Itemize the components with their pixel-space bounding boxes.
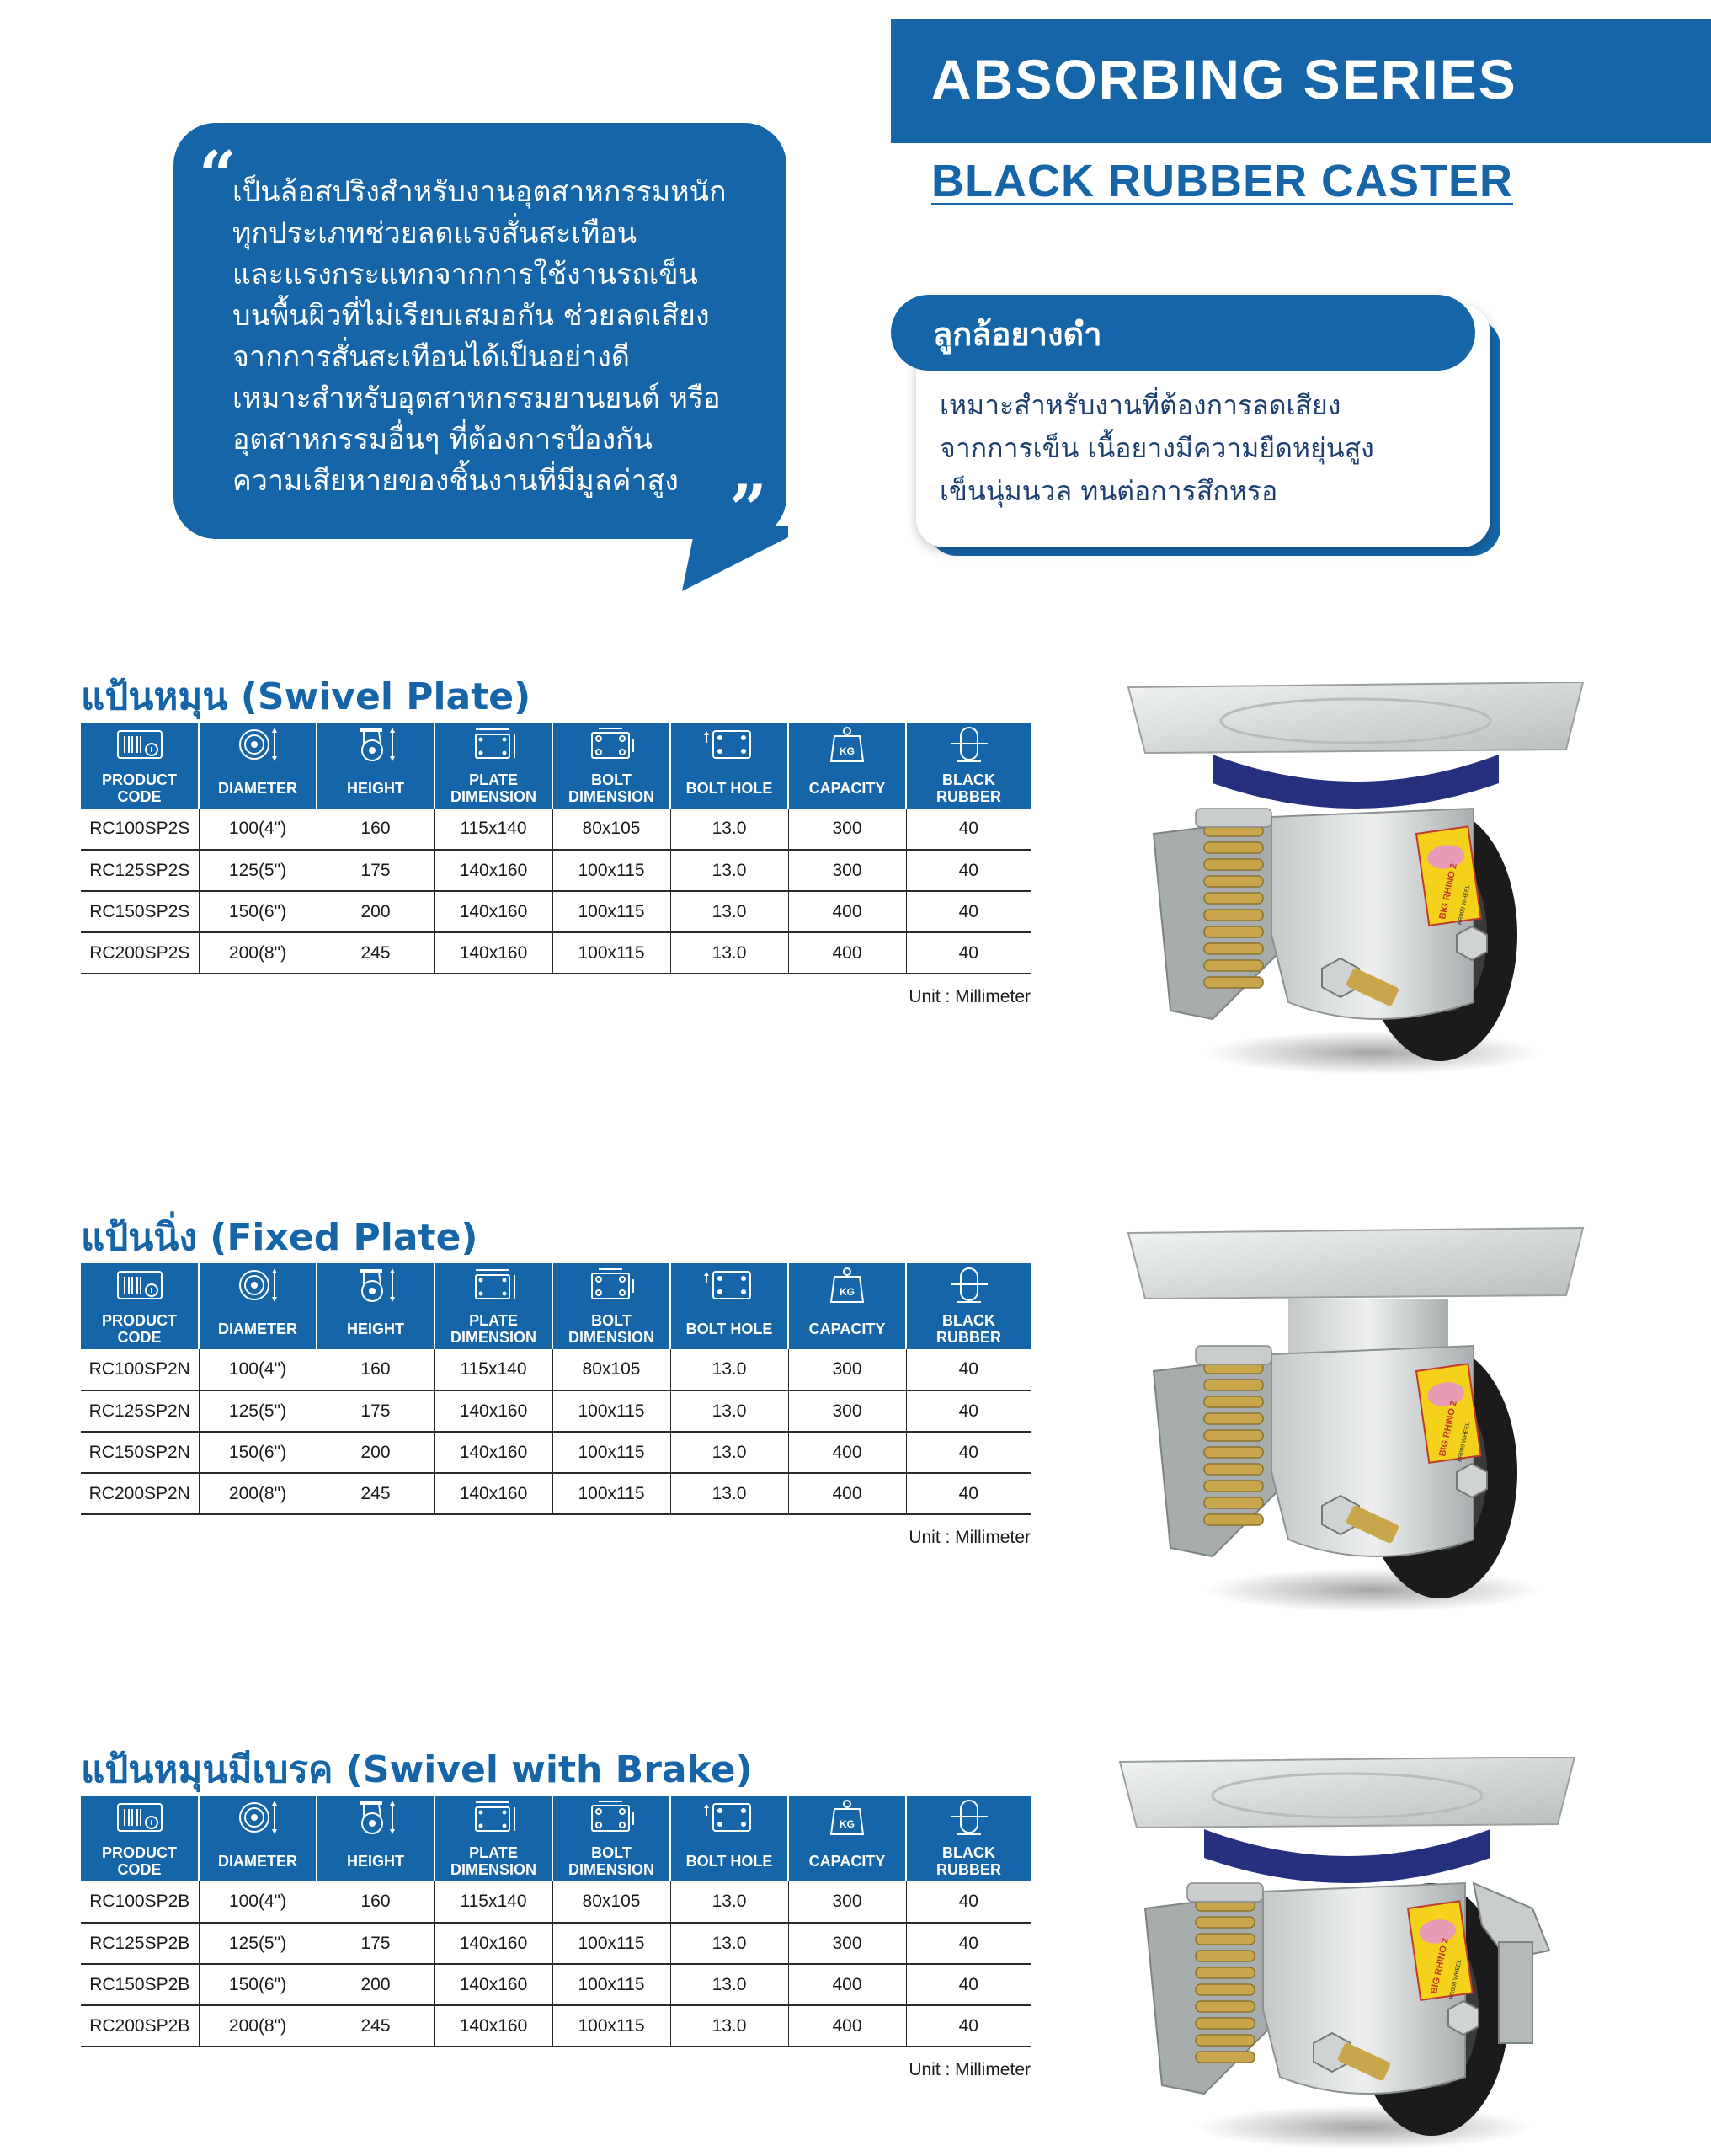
caster-height-icon [352, 726, 399, 766]
info-card-line: เหมาะสำหรับงานที่ต้องการลดเสียง [940, 389, 1341, 421]
bolt-dimension-icon-cell [552, 1796, 670, 1843]
table-cell: 245 [317, 1473, 434, 1514]
table-row [81, 1349, 1031, 1390]
bolt-dimension-icon-cell [552, 1263, 670, 1310]
barcode-icon [116, 728, 163, 765]
spring-nut [1187, 1883, 1263, 1902]
table-cell: 140x160 [434, 850, 552, 891]
column-header: PLATE DIMENSION [434, 1843, 552, 1881]
column-header: HEIGHT [317, 770, 434, 808]
table-cell: 140x160 [434, 932, 552, 974]
table-cell: 200 [317, 891, 434, 932]
table-cell: 175 [317, 1923, 434, 1964]
table-cell: 13.0 [670, 1349, 788, 1390]
column-header: BOLT HOLE [670, 1310, 788, 1349]
svg-text:BIG RHINO 2: BIG RHINO 2 [1437, 1400, 1459, 1458]
black-rubber-wheel-icon-cell [906, 1796, 1031, 1843]
bolt-hole-icon-cell [670, 723, 788, 770]
section-title-swivel-brake: แป้นหมุนมีเบรค (Swivel with Brake) [81, 1748, 753, 1791]
plate-dimension-icon [467, 1267, 520, 1307]
column-header: BOLT DIMENSION [552, 1310, 670, 1349]
table-cell: 40 [906, 1390, 1031, 1432]
table-cell: 100x115 [552, 1923, 670, 1964]
caster-shadow [1204, 1568, 1541, 1612]
column-header: DIAMETER [199, 770, 317, 808]
table-cell: 100x115 [552, 1473, 670, 1514]
info-card-line: เข็นนุ่มนวล ทนต่อการสึกหรอ [940, 475, 1278, 507]
table-row [81, 808, 1031, 850]
weight-kg-icon [828, 726, 866, 766]
table-cell: 200(8") [199, 932, 317, 974]
barcode-icon [116, 1801, 163, 1838]
table-cell: 13.0 [670, 1923, 788, 1964]
table-cell: 200(8") [199, 2005, 317, 2047]
table-cell: 140x160 [434, 891, 552, 932]
table-cell: 140x160 [434, 1432, 552, 1473]
black-rubber-wheel-icon-cell [906, 723, 1031, 770]
column-header: BLACK RUBBER [906, 1843, 1031, 1881]
wheel-diameter-icon [234, 1799, 281, 1839]
column-header: CAPACITY [788, 1310, 906, 1349]
table-cell: 40 [906, 1964, 1031, 2005]
table-cell: 80x105 [552, 1349, 670, 1390]
svg-text:KG: KG [840, 745, 855, 757]
table-cell: RC100SP2N [81, 1349, 199, 1390]
svg-text:KG: KG [840, 1818, 855, 1830]
unit-note: Unit : Millimeter [909, 2060, 1031, 2079]
table-cell: 160 [317, 1349, 434, 1390]
bolt-hole-icon [703, 1267, 755, 1307]
caster-swivel-image [1120, 682, 1591, 1078]
series-title: ABSORBING SERIES [931, 48, 1517, 110]
quote-line: จากการสั่นสะเทือนได้เป็นอย่างดี [232, 340, 630, 374]
weight-kg-icon-cell [788, 723, 906, 770]
table-cell: 13.0 [670, 891, 788, 932]
table-cell: 115x140 [434, 808, 552, 850]
bolt-hole-icon-cell [670, 1263, 788, 1310]
table-cell: 125(5") [199, 1923, 317, 1964]
table-cell: RC200SP2S [81, 932, 199, 974]
table-row [81, 2005, 1031, 2047]
plate-dimension-icon [467, 1799, 520, 1839]
table-cell: 40 [906, 891, 1031, 932]
table-row [81, 1473, 1031, 1514]
table-cell: 400 [788, 891, 906, 932]
table-cell: 13.0 [670, 2005, 788, 2047]
barcode-icon-cell [81, 723, 199, 770]
plate-dimension-icon-cell [434, 1263, 552, 1310]
column-header: CAPACITY [788, 1843, 906, 1881]
quote-line: เป็นล้อสปริงสำหรับงานอุตสาหกรรมหนัก [232, 175, 727, 209]
table-cell: 200 [317, 1964, 434, 2005]
table-cell: 400 [788, 1964, 906, 2005]
caster-height-icon-cell [317, 723, 434, 770]
table-cell: 140x160 [434, 1964, 552, 2005]
table-cell: 175 [317, 850, 434, 891]
table-cell: 100(4") [199, 1349, 317, 1390]
table-cell: 300 [788, 1390, 906, 1432]
table-cell: 200(8") [199, 1473, 317, 1514]
black-rubber-wheel-icon-cell [906, 1263, 1031, 1310]
spring-nut [1196, 1346, 1271, 1364]
table-cell: 13.0 [670, 1390, 788, 1432]
table-row [81, 1390, 1031, 1432]
column-header: PRODUCT CODE [81, 770, 199, 808]
table-cell: 300 [788, 850, 906, 891]
table-row [81, 932, 1031, 974]
quote-line: อุตสาหกรรมอื่นๆ ที่ต้องการป้องกัน [232, 423, 653, 456]
svg-text:BIG RHINO 2: BIG RHINO 2 [1429, 1937, 1451, 1995]
quote-line: ทุกประเภทช่วยลดแรงสั่นสะเทือน [232, 216, 637, 250]
caster-swivel-brake-image [1111, 1757, 1583, 2153]
swivel-ring [1213, 755, 1499, 808]
table-cell: 150(6") [199, 1432, 317, 1473]
table-row [81, 1881, 1031, 1923]
caster-fixed-image [1120, 1219, 1591, 1615]
caster-height-icon [352, 1267, 399, 1307]
close-quote-mark: ” [729, 471, 767, 547]
table-row [81, 1432, 1031, 1473]
table-cell: 100x115 [552, 891, 670, 932]
table-cell: 40 [906, 808, 1031, 850]
table-cell: 200 [317, 1432, 434, 1473]
table-cell: 100x115 [552, 932, 670, 974]
quote-line: เหมาะสำหรับอุตสาหกรรมยานยนต์ หรือ [232, 382, 721, 415]
table-cell: 400 [788, 932, 906, 974]
table-cell: 140x160 [434, 1473, 552, 1514]
bolt-dimension-icon [585, 726, 637, 766]
table-cell: RC200SP2B [81, 2005, 199, 2047]
table-cell: RC100SP2B [81, 1881, 199, 1923]
svg-text:KR000 WHEEL: KR000 WHEEL [1457, 1422, 1472, 1463]
table-cell: 300 [788, 808, 906, 850]
plate-dimension-icon-cell [434, 1796, 552, 1843]
table-cell: 160 [317, 808, 434, 850]
svg-text:KR000 WHEEL: KR000 WHEEL [1457, 884, 1472, 926]
table-cell: 13.0 [670, 850, 788, 891]
section-title-swivel: แป้นหมุน (Swivel Plate) [81, 675, 531, 718]
table-row [81, 1923, 1031, 1964]
weight-kg-icon [828, 1267, 866, 1307]
open-quote-mark: “ [199, 137, 237, 214]
table-cell: 40 [906, 1881, 1031, 1923]
bolt-hole-icon [703, 1799, 755, 1839]
table-cell: 300 [788, 1881, 906, 1923]
column-header: PRODUCT CODE [81, 1310, 199, 1349]
black-rubber-wheel-icon [946, 1267, 993, 1307]
table-cell: 13.0 [670, 1473, 788, 1514]
table-cell: 150(6") [199, 1964, 317, 2005]
column-header: HEIGHT [317, 1843, 434, 1881]
table-cell: 160 [317, 1881, 434, 1923]
column-header: PRODUCT CODE [81, 1843, 199, 1881]
table-cell: 13.0 [670, 1881, 788, 1923]
table-cell: 40 [906, 1473, 1031, 1514]
svg-text:KG: KG [840, 1286, 855, 1298]
table-cell: 100(4") [199, 1881, 317, 1923]
table-cell: 300 [788, 1923, 906, 1964]
table-cell: 245 [317, 2005, 434, 2047]
table-cell: RC200SP2N [81, 1473, 199, 1514]
table-cell: 100x115 [552, 1390, 670, 1432]
weight-kg-icon-cell [788, 1263, 906, 1310]
svg-text:KR000 WHEEL: KR000 WHEEL [1448, 1959, 1463, 2000]
caster-shadow [1196, 2105, 1532, 2149]
table-cell: 125(5") [199, 850, 317, 891]
quote-line: และแรงกระแทกจากการใช้งานรถเข็น [232, 258, 698, 291]
table-cell: 100x115 [552, 2005, 670, 2047]
quote-line: บนพื้นผิวที่ไม่เรียบเสมอกัน ช่วยลดเสียง [232, 299, 710, 333]
product-subtitle: BLACK RUBBER CASTER [931, 156, 1513, 206]
table-cell: 140x160 [434, 2005, 552, 2047]
black-rubber-wheel-icon [946, 726, 993, 766]
table-cell: 115x140 [434, 1881, 552, 1923]
weight-kg-icon-cell [788, 1796, 906, 1843]
table-cell: 140x160 [434, 1923, 552, 1964]
bolt-dimension-icon [585, 1267, 637, 1307]
spring-nut [1196, 808, 1271, 827]
svg-text:BIG RHINO 2: BIG RHINO 2 [1437, 862, 1459, 921]
black-rubber-wheel-icon [946, 1799, 993, 1839]
column-header: CAPACITY [788, 770, 906, 808]
quote-text [232, 172, 771, 502]
barcode-icon [116, 1268, 163, 1305]
bolt-hole-icon [703, 726, 755, 766]
table-cell: 40 [906, 932, 1031, 974]
wheel-diameter-icon-cell [199, 723, 317, 770]
table-cell: 40 [906, 1923, 1031, 1964]
column-header: BLACK RUBBER [906, 770, 1031, 808]
info-card-text [940, 384, 1374, 513]
column-header: PLATE DIMENSION [434, 770, 552, 808]
table-row [81, 891, 1031, 932]
table-cell: 245 [317, 932, 434, 974]
column-header: BOLT HOLE [670, 1843, 788, 1881]
column-header: BOLT DIMENSION [552, 1843, 670, 1881]
bolt-dimension-icon [585, 1799, 637, 1839]
caster-height-icon [352, 1799, 399, 1839]
bolt-hole-icon-cell [670, 1796, 788, 1843]
table-cell: 100x115 [552, 850, 670, 891]
table-cell: 40 [906, 2005, 1031, 2047]
table-row [81, 850, 1031, 891]
bolt-dimension-icon-cell [552, 723, 670, 770]
table-cell: 40 [906, 1349, 1031, 1390]
section-title-fixed: แป้นนิ่ง (Fixed Plate) [81, 1216, 478, 1259]
table-cell: RC150SP2N [81, 1432, 199, 1473]
table-cell: 140x160 [434, 1390, 552, 1432]
barcode-icon-cell [81, 1263, 199, 1310]
table-cell: 13.0 [670, 808, 788, 850]
table-cell: RC125SP2B [81, 1923, 199, 1964]
column-header: BLACK RUBBER [906, 1310, 1031, 1349]
caster-shadow [1204, 1031, 1541, 1075]
table-cell: RC125SP2S [81, 850, 199, 891]
table-cell: 100x115 [552, 1432, 670, 1473]
table-cell: 115x140 [434, 1349, 552, 1390]
table-cell: 80x105 [552, 808, 670, 850]
wheel-diameter-icon [234, 726, 281, 766]
table-cell: RC150SP2B [81, 1964, 199, 2005]
wheel-diameter-icon [234, 1267, 281, 1307]
table-cell: RC125SP2N [81, 1390, 199, 1432]
barcode-icon-cell [81, 1796, 199, 1843]
caster-top-plate [1128, 1228, 1583, 1299]
spec-table-swivel-brake [81, 1796, 1031, 2047]
table-cell: 400 [788, 1473, 906, 1514]
table-cell: 13.0 [670, 1432, 788, 1473]
table-cell: 100x115 [552, 1964, 670, 2005]
column-header: BOLT HOLE [670, 770, 788, 808]
weight-kg-icon [828, 1799, 866, 1839]
table-cell: 100(4") [199, 808, 317, 850]
table-cell: 13.0 [670, 932, 788, 974]
table-cell: 400 [788, 2005, 906, 2047]
table-cell: 40 [906, 1432, 1031, 1473]
table-cell: 400 [788, 1432, 906, 1473]
table-cell: 300 [788, 1349, 906, 1390]
unit-note: Unit : Millimeter [909, 987, 1031, 1006]
column-header: DIAMETER [199, 1310, 317, 1349]
table-cell: 125(5") [199, 1390, 317, 1432]
column-header: BOLT DIMENSION [552, 770, 670, 808]
caster-height-icon-cell [317, 1263, 434, 1310]
caster-height-icon-cell [317, 1796, 434, 1843]
swivel-ring [1204, 1829, 1490, 1883]
table-cell: 80x105 [552, 1881, 670, 1923]
plate-dimension-icon-cell [434, 723, 552, 770]
table-cell: RC100SP2S [81, 808, 199, 850]
table-cell: 175 [317, 1390, 434, 1432]
spec-table-fixed [81, 1263, 1031, 1515]
column-header: DIAMETER [199, 1843, 317, 1881]
wheel-diameter-icon-cell [199, 1796, 317, 1843]
column-header: PLATE DIMENSION [434, 1310, 552, 1349]
column-header: HEIGHT [317, 1310, 434, 1349]
table-cell: RC150SP2S [81, 891, 199, 932]
table-cell: 13.0 [670, 1964, 788, 2005]
quote-line: ความเสียหายของชิ้นงานที่มีมูลค่าสูง [232, 464, 679, 498]
unit-note: Unit : Millimeter [909, 1528, 1031, 1547]
spec-table-swivel [81, 723, 1031, 974]
plate-dimension-icon [467, 726, 520, 766]
wheel-diameter-icon-cell [199, 1263, 317, 1310]
info-card-line: จากการเข็น เนื้อยางมีความยืดหยุ่นสูง [940, 432, 1374, 464]
table-cell: 150(6") [199, 891, 317, 932]
info-card-title: ลูกล้อยางดำ [933, 316, 1102, 353]
table-cell: 40 [906, 850, 1031, 891]
table-row [81, 1964, 1031, 2005]
